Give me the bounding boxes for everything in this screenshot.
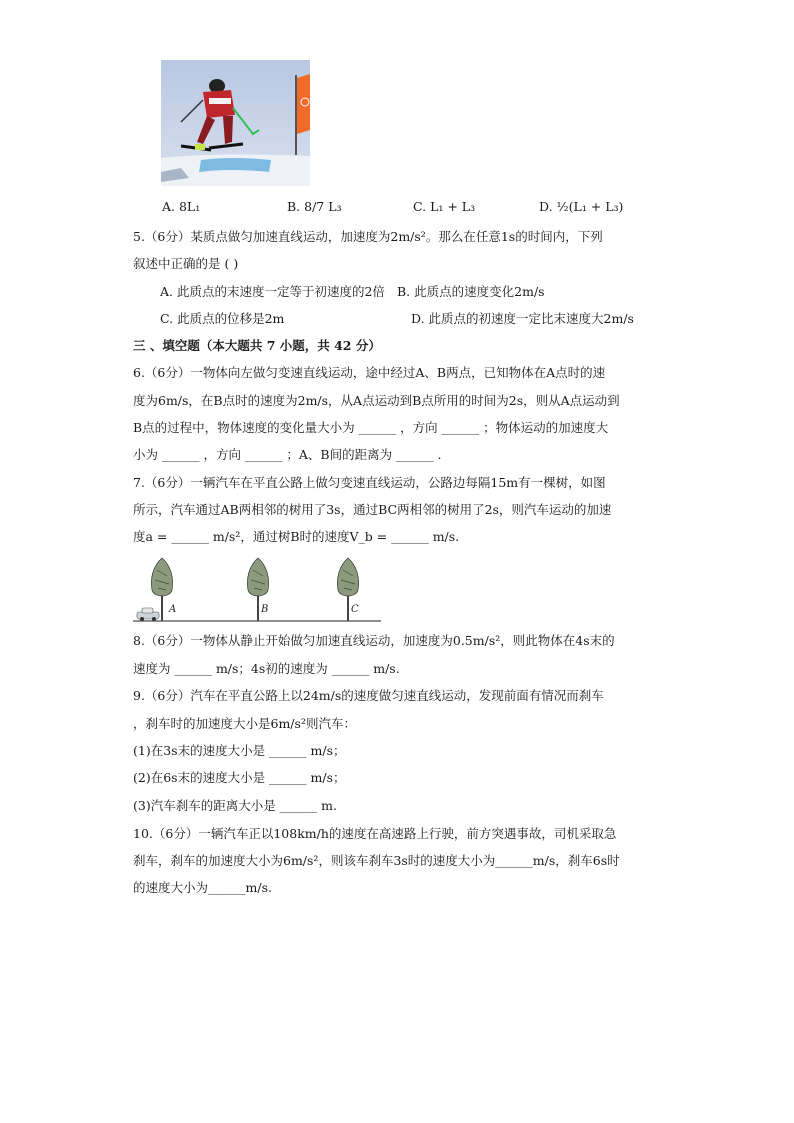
- q4-option-a: A. 8L₁: [162, 199, 201, 214]
- q9-line4: (2)在6s末的速度大小是 ______ m/s；: [133, 770, 346, 785]
- q7-line2: 所示，汽车通过AB两相邻的树用了3s，通过BC两相邻的树用了2s，则汽车运动的加速: [133, 502, 612, 517]
- tree-label-a: A: [169, 604, 177, 615]
- skier-photo: [161, 60, 310, 186]
- q9-line3: (1)在3s末的速度大小是 ______ m/s；: [133, 743, 346, 758]
- q9-line1: 9.（6分）汽车在平直公路上以24m/s的速度做匀速直线运动，发现前面有情况而刹车: [133, 688, 604, 703]
- q5-option-c: C. 此质点的位移是2m: [160, 311, 285, 326]
- q6-line4: 小为 ______ ，方向 ______ ；A、B间的距离为 ______ .: [133, 447, 442, 462]
- tree-label-c: C: [351, 604, 359, 615]
- q5-option-b: B. 此质点的速度变化2m/s: [397, 284, 545, 299]
- tree-label-b: B: [261, 604, 269, 615]
- q9-line2: ，刹车时的加速度大小是6m/s²则汽车：: [133, 716, 356, 731]
- q4-option-c: C. L₁ + L₃: [413, 199, 476, 214]
- q6-line2: 度为6m/s，在B点时的速度为2m/s，从A点运动到B点所用的时间为2s，则从A点运动到: [133, 393, 620, 408]
- q7-line1: 7.（6分）一辆汽车在平直公路上做匀变速直线运动，公路边每隔15m有一棵树，如图: [133, 475, 606, 490]
- trees-figure: [133, 556, 383, 626]
- section-title: 三 、填空题（本大题共 7 小题，共 42 分）: [133, 338, 381, 353]
- q7-line3: 度a = ______ m/s²，通过树B时的速度V_b = ______ m/s.: [133, 529, 460, 544]
- q10-line2: 刹车，刹车的加速度大小为6m/s²，则该车刹车3s时的速度大小为______m/s，刹车6s时: [133, 853, 620, 868]
- q9-line5: (3)汽车刹车的距离大小是 ______ m.: [133, 798, 337, 813]
- q8-line1: 8.（6分）一物体从静止开始做匀加速直线运动，加速度为0.5m/s²，则此物体在4s末的: [133, 633, 615, 648]
- q4-option-b: B. 8/7 L₃: [287, 199, 342, 214]
- car-icon: [137, 608, 159, 621]
- q10-line3: 的速度大小为______m/s.: [133, 880, 272, 895]
- q8-line2: 速度为 ______ m/s；4s初的速度为 ______ m/s.: [133, 661, 400, 676]
- q5-stem-line1: 5.（6分）某质点做匀加速直线运动，加速度为2m/s²。那么在任意1s的时间内，下列: [133, 229, 603, 244]
- skier-illustration: [161, 60, 310, 186]
- q6-line3: B点的过程中，物体速度的变化量大小为 ______ ，方向 ______ ；物体运动的加速度大: [133, 420, 609, 435]
- q10-line1: 10.（6分）一辆汽车正以108km/h的速度在高速路上行驶，前方突遇事故，司机采取急: [133, 826, 617, 841]
- q4-option-d: D. ½(L₁ + L₃): [539, 199, 624, 214]
- q5-option-d: D. 此质点的初速度一定比末速度大2m/s: [411, 311, 634, 326]
- q5-option-a: A. 此质点的末速度一定等于初速度的2倍: [160, 284, 385, 299]
- q5-stem-line2: 叙述中正确的是 ( ): [133, 256, 239, 271]
- trees-illustration: [133, 556, 383, 626]
- q6-line1: 6.（6分）一物体向左做匀变速直线运动，途中经过A、B两点，已知物体在A点时的速: [133, 365, 606, 380]
